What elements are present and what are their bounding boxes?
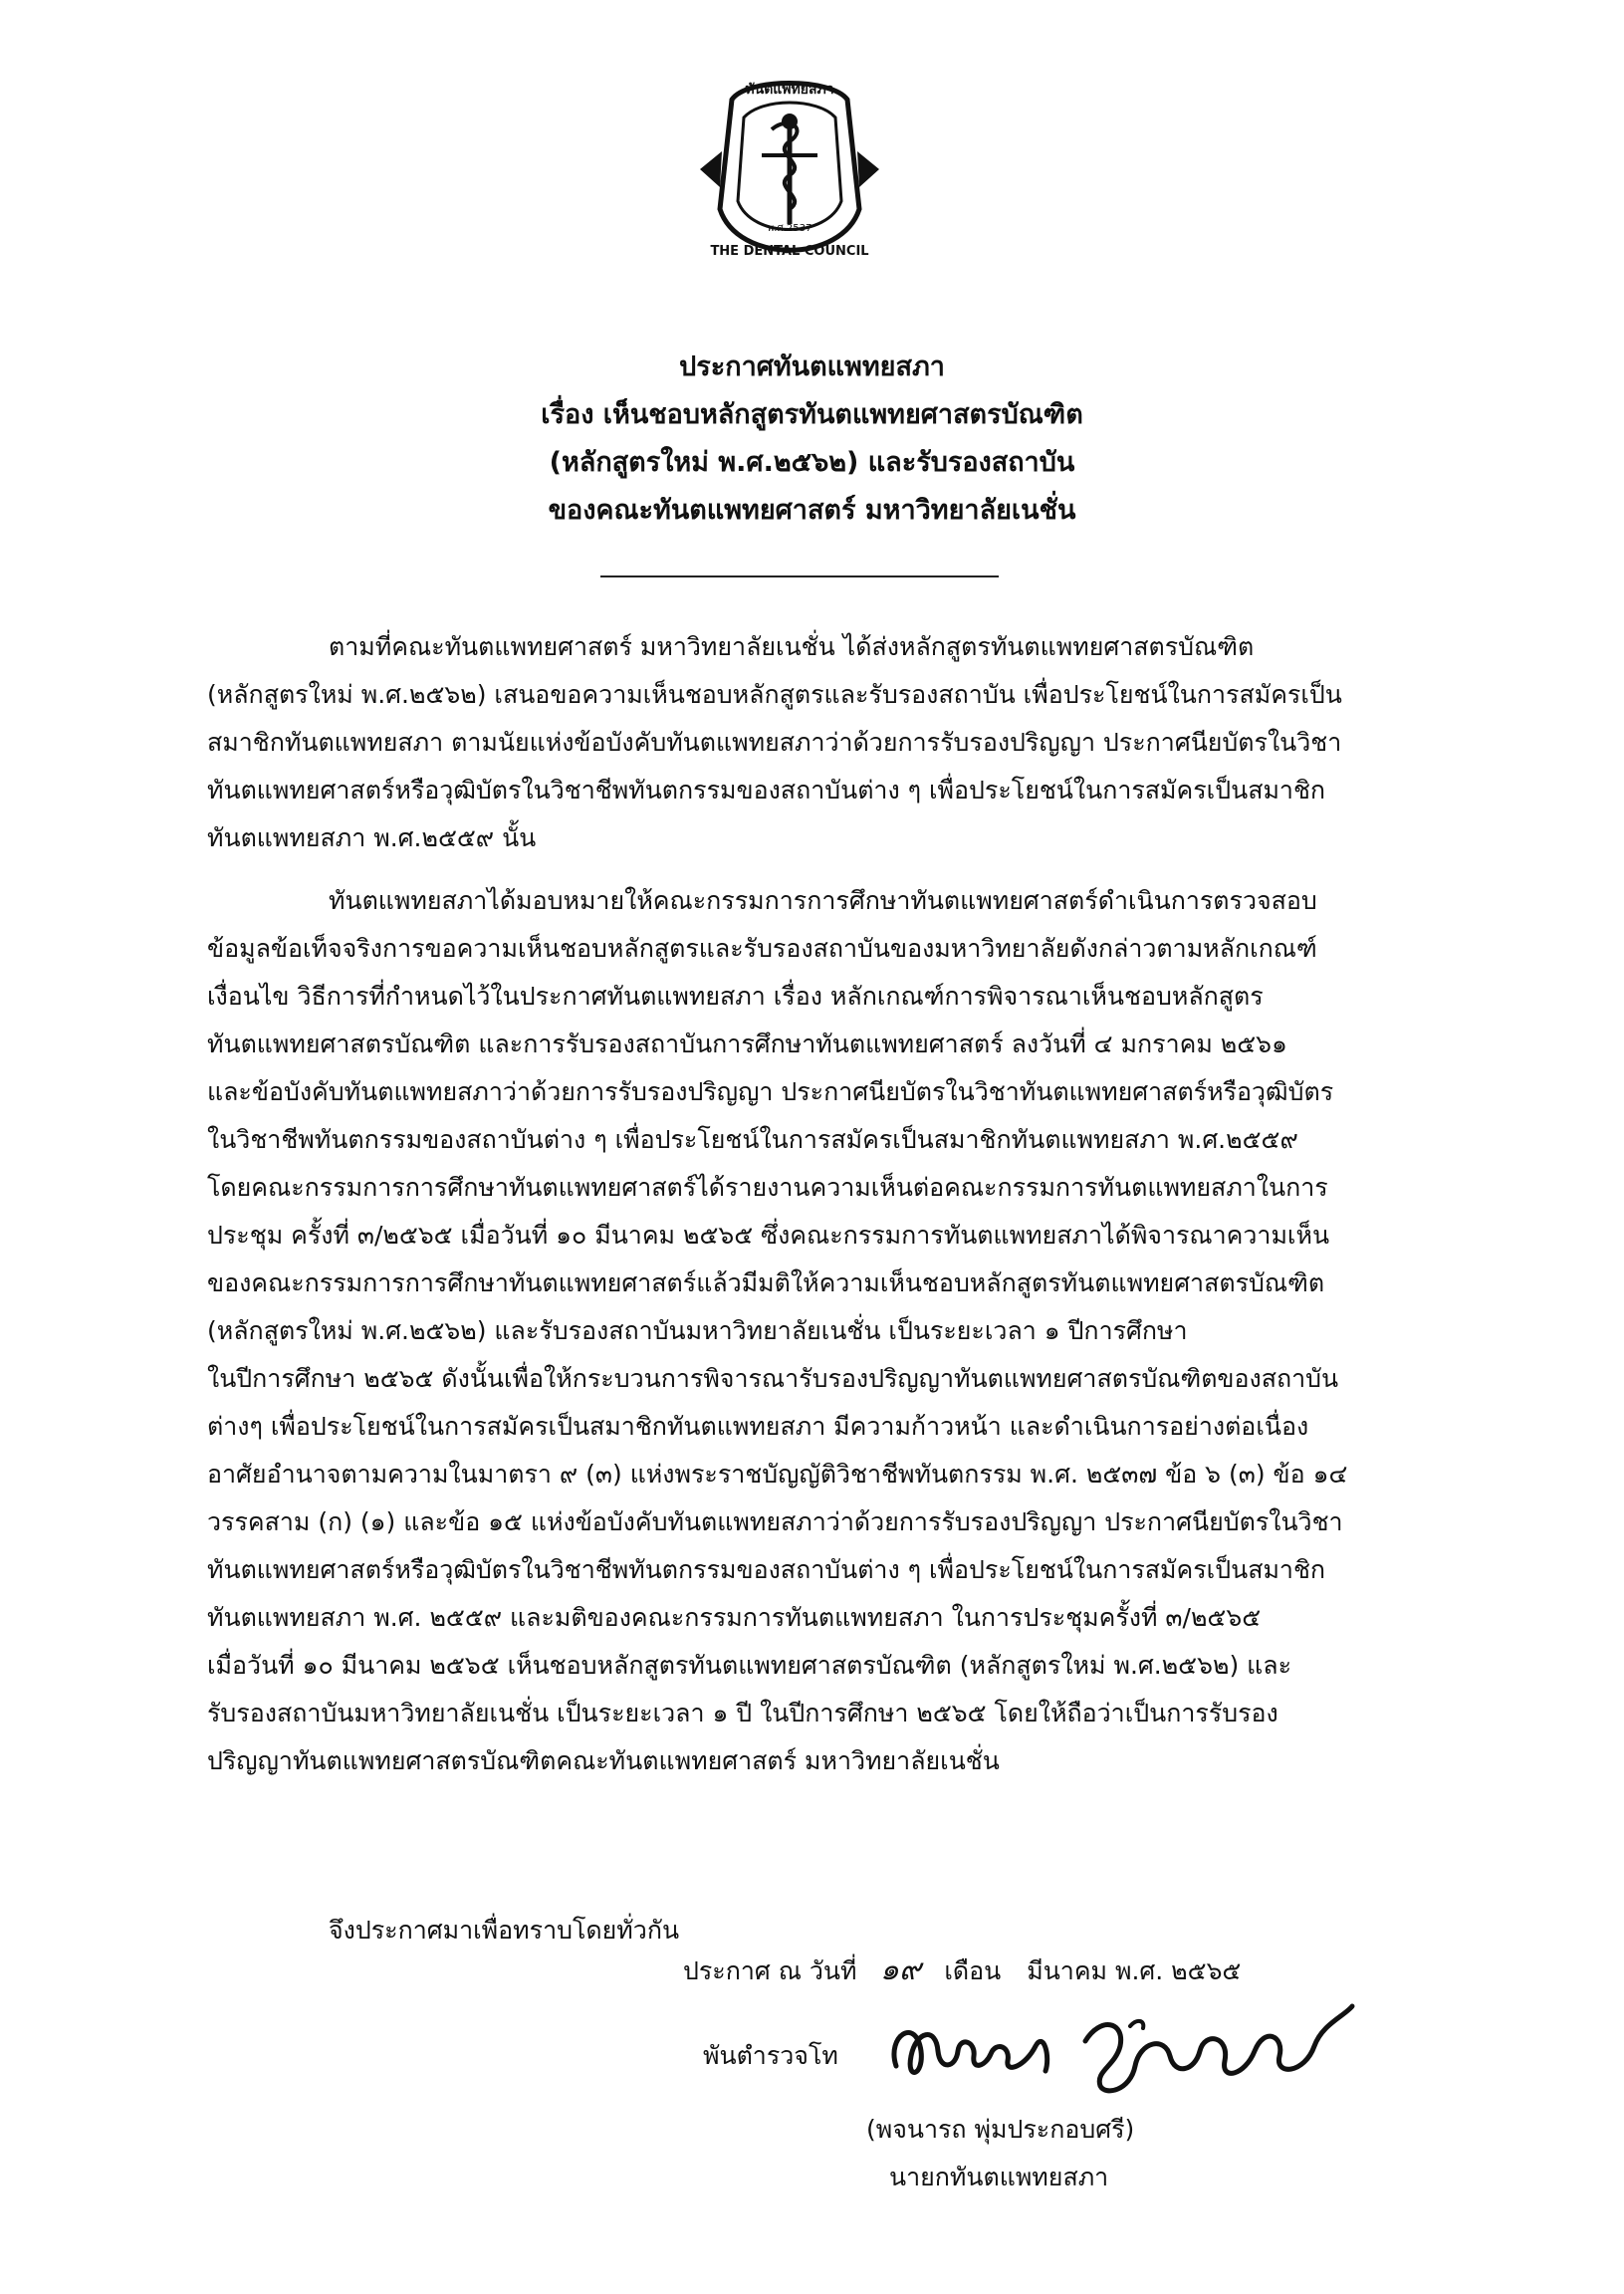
date-month-year: มีนาคม พ.ศ. ๒๕๖๕ <box>1027 1956 1242 1985</box>
paragraph-line: รับรองสถาบันมหาวิทยาลัยเนชั่น เป็นระยะเวลา ๑ ปี ในปีการศึกษา ๒๕๖๕ โดยให้ถือว่าเป็นการรับรอง <box>207 1699 1278 1727</box>
heading-line-2: เรื่อง เห็นชอบหลักสูตรทันตแพทยศาสตรบัณฑิต <box>541 399 1083 430</box>
paragraph-1 <box>207 623 1342 862</box>
announcement-date <box>683 1947 1241 1995</box>
handwritten-signature-icon <box>876 1996 1364 2101</box>
paragraph-line: โดยคณะกรรมการการศึกษาทันตแพทยศาสตร์ได้รายงานความเห็นต่อคณะกรรมการทันตแพทยสภาในการ <box>207 1173 1328 1202</box>
paragraph-line: เมื่อวันที่ ๑๐ มีนาคม ๒๕๖๕ เห็นชอบหลักสูตรทันตแพทยศาสตรบัณฑิต (หลักสูตรใหม่ พ.ศ.๒๕๖๒) และ <box>207 1651 1292 1680</box>
paragraph-line: ทันตแพทยสภาได้มอบหมายให้คณะกรรมการการศึกษาทันตแพทยศาสตร์ดำเนินการตรวจสอบ <box>329 886 1317 915</box>
seal-bottom-text: THE DENTAL COUNCIL <box>710 244 869 259</box>
date-day: ๑๙ <box>879 1952 921 1987</box>
seal-year-text: พ.ศ.2537 <box>767 223 812 234</box>
paragraph-line: อาศัยอำนาจตามความในมาตรา ๙ (๓) แห่งพระราชบัญญัติวิชาชีพทันตกรรม พ.ศ. ๒๕๓๗ ข้อ ๖ (๓) ข้อ ๑๔ <box>207 1460 1348 1489</box>
paragraph-line: ทันตแพทยศาสตรบัณฑิต และการรับรองสถาบันการศึกษาทันตแพทยศาสตร์ ลงวันที่ ๔ มกราคม ๒๕๖๑ <box>207 1030 1287 1058</box>
paragraph-line: ทันตแพทยศาสตร์หรือวุฒิบัตรในวิชาชีพทันตกรรมของสถาบันต่าง ๆ เพื่อประโยชน์ในการสมัครเป็นสมาชิก <box>207 1555 1326 1584</box>
date-prefix: ประกาศ ณ วันที่ <box>683 1956 857 1985</box>
paragraph-line: ทันตแพทยสภา พ.ศ. ๒๕๕๙ และมติของคณะกรรมการทันตแพทยสภา ในการประชุมครั้งที่ ๓/๒๕๖๕ <box>207 1603 1262 1632</box>
paragraph-line: ประชุม ครั้งที่ ๓/๒๕๖๕ เมื่อวันที่ ๑๐ มีนาคม ๒๕๖๕ ซึ่งคณะกรรมการทันตแพทยสภาได้พิจารณาความเห็น <box>207 1221 1330 1250</box>
closing-line: จึงประกาศมาเพื่อทราบโดยทั่วกัน <box>329 1916 680 1945</box>
paragraph-line: สมาชิกทันตแพทยสภา ตามนัยแห่งข้อบังคับทันตแพทยสภาว่าด้วยการรับรองปริญญา ประกาศนียบัตรในวิชา <box>207 728 1342 757</box>
paragraph-line: ทันตแพทยศาสตร์หรือวุฒิบัตรในวิชาชีพทันตกรรมของสถาบันต่าง ๆ เพื่อประโยชน์ในการสมัครเป็นสมาชิก <box>207 776 1326 804</box>
signer-name: (พจนารถ พุ่มประกอบศรี) <box>866 2115 1135 2144</box>
paragraph-line: เงื่อนไข วิธีการที่กำหนดไว้ในประกาศทันตแพทยสภา เรื่อง หลักเกณฑ์การพิจารณาเห็นชอบหลักสูตร <box>207 982 1264 1011</box>
paragraph-2 <box>207 877 1347 1785</box>
dental-council-seal-icon <box>692 60 887 269</box>
paragraph-line: ของคณะกรรมการการศึกษาทันตแพทยศาสตร์แล้วมีมติให้ความเห็นชอบหลักสูตรทันตแพทยศาสตรบัณฑิต <box>207 1268 1325 1297</box>
paragraph-line: ตามที่คณะทันตแพทยศาสตร์ มหาวิทยาลัยเนชั่น ได้ส่งหลักสูตรทันตแพทยศาสตรบัณฑิต <box>329 632 1255 661</box>
heading-line-4: ของคณะทันตแพทยศาสตร์ มหาวิทยาลัยเนชั่น <box>548 495 1076 526</box>
signer-title: นายกทันตแพทยสภา <box>889 2163 1109 2191</box>
paragraph-line: วรรคสาม (ก) (๑) และข้อ ๑๕ แห่งข้อบังคับทันตแพทยสภาว่าด้วยการรับรองปริญญา ประกาศนียบัตรในวิชา <box>207 1507 1343 1536</box>
paragraph-line: ปริญญาทันตแพทยศาสตรบัณฑิตคณะทันตแพทยศาสตร์ มหาวิทยาลัยเนชั่น <box>207 1746 1000 1775</box>
closing-statement <box>329 1907 679 1954</box>
paragraph-line: ในวิชาชีพทันตกรรมของสถาบันต่าง ๆ เพื่อประโยชน์ในการสมัครเป็นสมาชิกทันตแพทยสภา พ.ศ.๒๕๕๙ <box>207 1125 1298 1154</box>
heading-line-3: (หลักสูตรใหม่ พ.ศ.๒๕๖๒) และรับรองสถาบัน <box>549 447 1075 478</box>
paragraph-line: (หลักสูตรใหม่ พ.ศ.๒๕๖๒) เสนอขอความเห็นชอบหลักสูตรและรับรองสถาบัน เพื่อประโยชน์ในการสมัครเป็น <box>207 680 1342 709</box>
paragraph-line: ต่างๆ เพื่อประโยชน์ในการสมัครเป็นสมาชิกทันตแพทยสภา มีความก้าวหน้า และดำเนินการอย่างต่อเนื่อง <box>207 1412 1309 1441</box>
paragraph-line: ทันตแพทยสภา พ.ศ.๒๕๕๙ นั้น <box>207 823 537 852</box>
heading-line-1: ประกาศทันตแพทยสภา <box>679 351 945 382</box>
heading-divider <box>600 575 999 577</box>
signer-rank: พันตำรวจโท <box>703 2041 838 2070</box>
paragraph-line: ข้อมูลข้อเท็จจริงการขอความเห็นชอบหลักสูตรและรับรองสถาบันของมหาวิทยาลัยดังกล่าวตามหลักเกณฑ์ <box>207 934 1317 963</box>
paragraph-line: ในปีการศึกษา ๒๕๖๕ ดังนั้นเพื่อให้กระบวนการพิจารณารับรองปริญญาทันตแพทยศาสตรบัณฑิตของสถาบัน <box>207 1364 1339 1393</box>
seal-top-text: ทันตแพทยสภา <box>745 82 834 98</box>
date-month-label: เดือน <box>944 1956 1002 1985</box>
document-heading <box>299 344 1325 535</box>
paragraph-line: (หลักสูตรใหม่ พ.ศ.๒๕๖๒) และรับรองสถาบันมหาวิทยาลัยเนชั่น เป็นระยะเวลา ๑ ปีการศึกษา <box>207 1316 1188 1345</box>
paragraph-line: และข้อบังคับทันตแพทยสภาว่าด้วยการรับรองปริญญา ประกาศนียบัตรในวิชาทันตแพทยศาสตร์หรือวุฒิบัตร <box>207 1077 1334 1106</box>
